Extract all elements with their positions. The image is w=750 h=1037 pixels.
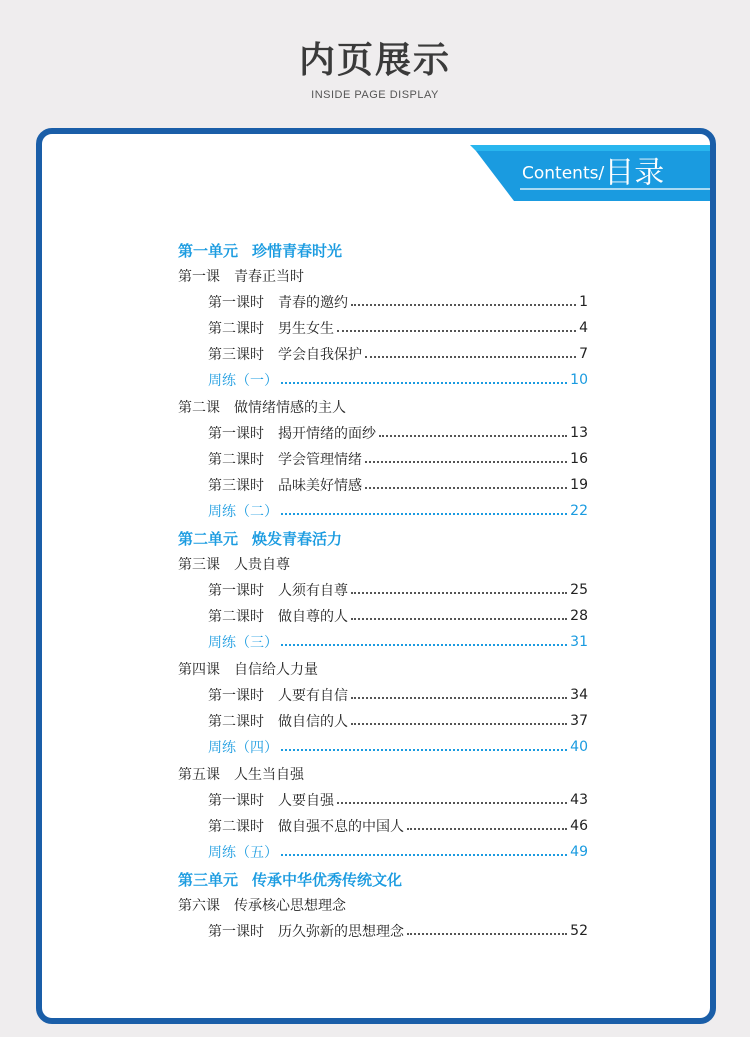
dot-leader bbox=[365, 459, 567, 463]
lesson-title: 青春正当时 bbox=[234, 269, 304, 285]
entry-title: 历久弥新的思想理念 bbox=[278, 924, 404, 940]
entry-title: 周练（二） bbox=[208, 504, 278, 520]
lesson-heading[interactable] bbox=[178, 894, 588, 916]
entry-title: 学会管理情绪 bbox=[278, 452, 362, 468]
dot-leader bbox=[337, 328, 576, 332]
dot-leader bbox=[281, 642, 567, 646]
lesson-heading[interactable] bbox=[178, 763, 588, 785]
toc-entry[interactable] bbox=[178, 684, 588, 706]
unit-title: 传承中华优秀传统文化 bbox=[252, 870, 403, 889]
page-number: 37 bbox=[570, 713, 588, 729]
toc-entry[interactable] bbox=[178, 605, 588, 627]
period-number: 第二课时 bbox=[208, 452, 264, 468]
dot-leader bbox=[351, 590, 567, 594]
unit-heading[interactable] bbox=[178, 527, 588, 549]
entry-title: 人要有自信 bbox=[278, 688, 348, 704]
lesson-number: 第四课 bbox=[178, 662, 220, 678]
dot-leader bbox=[337, 800, 567, 804]
toc-entry[interactable] bbox=[178, 710, 588, 732]
period-number: 第一课时 bbox=[208, 924, 264, 940]
page-number: 10 bbox=[570, 372, 588, 388]
dot-leader bbox=[379, 433, 567, 437]
page-number: 46 bbox=[570, 818, 588, 834]
toc-entry[interactable] bbox=[178, 789, 588, 811]
banner-english: Contents bbox=[522, 163, 599, 184]
dot-leader bbox=[281, 852, 567, 856]
period-number: 第二课时 bbox=[208, 609, 264, 625]
unit-heading[interactable] bbox=[178, 868, 588, 890]
toc-entry[interactable] bbox=[178, 343, 588, 365]
dot-leader bbox=[351, 695, 567, 699]
banner-separator: / bbox=[598, 163, 605, 184]
period-number: 第二课时 bbox=[208, 714, 264, 730]
dot-leader bbox=[281, 511, 567, 515]
unit-title: 珍惜青春时光 bbox=[252, 241, 343, 260]
lesson-title: 传承核心思想理念 bbox=[234, 898, 346, 914]
page-number: 25 bbox=[570, 582, 588, 598]
toc-entry[interactable] bbox=[178, 815, 588, 837]
entry-title: 做自尊的人 bbox=[278, 609, 348, 625]
dot-leader bbox=[365, 354, 576, 358]
entry-title: 人要自强 bbox=[278, 793, 334, 809]
page-number: 19 bbox=[570, 477, 588, 493]
entry-title: 品味美好情感 bbox=[278, 478, 362, 494]
dot-leader bbox=[351, 302, 576, 306]
unit-number: 第一单元 bbox=[178, 241, 239, 260]
lesson-number: 第二课 bbox=[178, 400, 220, 416]
weekly-practice-entry[interactable] bbox=[178, 736, 588, 758]
lesson-number: 第五课 bbox=[178, 767, 220, 783]
page-number: 22 bbox=[570, 503, 588, 519]
toc-entry[interactable] bbox=[178, 291, 588, 313]
weekly-practice-entry[interactable] bbox=[178, 841, 588, 863]
page-title: 内页展示 bbox=[298, 40, 451, 81]
page-number: 16 bbox=[570, 451, 588, 467]
toc-entry[interactable] bbox=[178, 579, 588, 601]
page-number: 31 bbox=[570, 634, 588, 650]
period-number: 第一课时 bbox=[208, 793, 264, 809]
entry-title: 周练（四） bbox=[208, 740, 278, 756]
entry-title: 男生女生 bbox=[278, 321, 334, 337]
weekly-practice-entry[interactable] bbox=[178, 500, 588, 522]
toc-entry[interactable] bbox=[178, 920, 588, 942]
page-number: 43 bbox=[570, 792, 588, 808]
entry-title: 学会自我保护 bbox=[278, 347, 362, 363]
entry-title: 周练（一） bbox=[208, 373, 278, 389]
period-number: 第一课时 bbox=[208, 426, 264, 442]
toc-entry[interactable] bbox=[178, 474, 588, 496]
lesson-number: 第一课 bbox=[178, 269, 220, 285]
lesson-heading[interactable] bbox=[178, 553, 588, 575]
page-subtitle: INSIDE PAGE DISPLAY bbox=[311, 89, 439, 101]
toc-entry[interactable] bbox=[178, 317, 588, 339]
banner-chinese: 目录 bbox=[604, 155, 665, 191]
entry-title: 做自信的人 bbox=[278, 714, 348, 730]
dot-leader bbox=[365, 485, 567, 489]
period-number: 第一课时 bbox=[208, 583, 264, 599]
period-number: 第三课时 bbox=[208, 478, 264, 494]
dot-leader bbox=[351, 721, 567, 725]
period-number: 第二课时 bbox=[208, 819, 264, 835]
page-number: 34 bbox=[570, 687, 588, 703]
page-number: 13 bbox=[570, 425, 588, 441]
dot-leader bbox=[281, 380, 567, 384]
lesson-number: 第六课 bbox=[178, 898, 220, 914]
lesson-title: 人贵自尊 bbox=[234, 557, 290, 573]
contents-banner bbox=[470, 145, 710, 201]
dot-leader bbox=[281, 747, 567, 751]
page-number: 4 bbox=[579, 320, 588, 336]
lesson-title: 做情绪情感的主人 bbox=[234, 400, 346, 416]
lesson-heading[interactable] bbox=[178, 658, 588, 680]
entry-title: 揭开情绪的面纱 bbox=[278, 426, 376, 442]
lesson-title: 人生当自强 bbox=[234, 767, 304, 783]
toc-entry[interactable] bbox=[178, 448, 588, 470]
contents-page-frame bbox=[36, 128, 716, 1024]
banner-label bbox=[522, 155, 664, 191]
dot-leader bbox=[351, 616, 567, 620]
page-number: 1 bbox=[579, 294, 588, 310]
lesson-number: 第三课 bbox=[178, 557, 220, 573]
page-number: 49 bbox=[570, 844, 588, 860]
page-number: 7 bbox=[579, 346, 588, 362]
lesson-heading[interactable] bbox=[178, 265, 588, 287]
weekly-practice-entry[interactable] bbox=[178, 631, 588, 653]
dot-leader bbox=[407, 931, 567, 935]
page-number: 52 bbox=[570, 923, 588, 939]
dot-leader bbox=[407, 826, 567, 830]
unit-heading[interactable] bbox=[178, 239, 588, 261]
entry-title: 人须有自尊 bbox=[278, 583, 348, 599]
period-number: 第三课时 bbox=[208, 347, 264, 363]
toc-entry[interactable] bbox=[178, 422, 588, 444]
period-number: 第一课时 bbox=[208, 688, 264, 704]
weekly-practice-entry[interactable] bbox=[178, 369, 588, 391]
entry-title: 周练（五） bbox=[208, 845, 278, 861]
entry-title: 周练（三） bbox=[208, 635, 278, 651]
entry-title: 青春的邀约 bbox=[278, 295, 348, 311]
unit-title: 焕发青春活力 bbox=[252, 529, 343, 548]
unit-number: 第二单元 bbox=[178, 529, 239, 548]
unit-number: 第三单元 bbox=[178, 870, 239, 889]
entry-title: 做自强不息的中国人 bbox=[278, 819, 404, 835]
period-number: 第一课时 bbox=[208, 295, 264, 311]
period-number: 第二课时 bbox=[208, 321, 264, 337]
lesson-title: 自信给人力量 bbox=[234, 662, 318, 678]
lesson-heading[interactable] bbox=[178, 396, 588, 418]
page-number: 28 bbox=[570, 608, 588, 624]
page-number: 40 bbox=[570, 739, 588, 755]
